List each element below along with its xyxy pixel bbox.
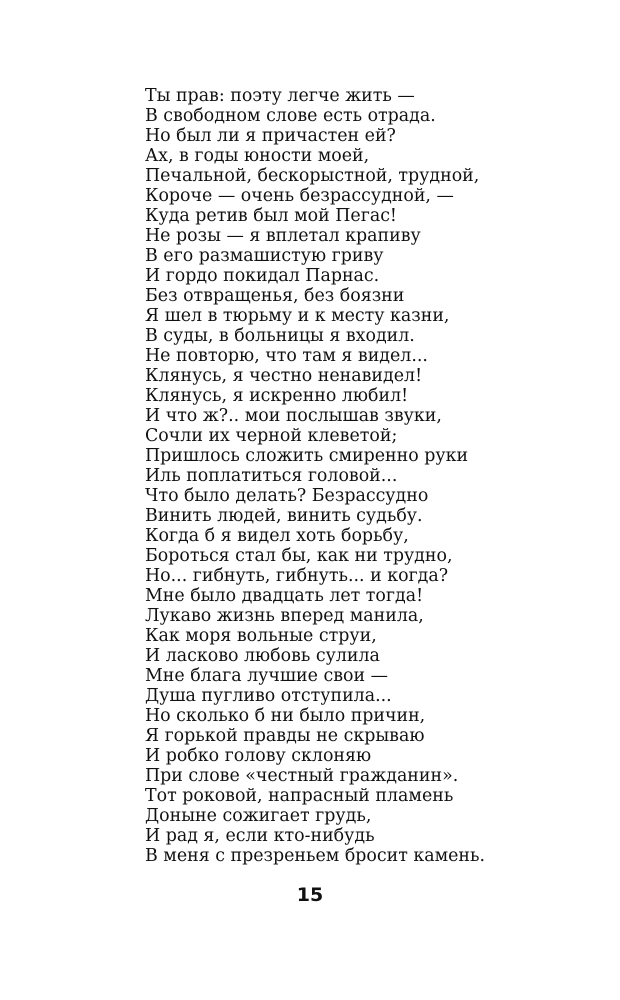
poem-line: Мне блага лучшие свои — — [145, 666, 388, 686]
poem-line: Бороться стал бы, как ни трудно, — [145, 546, 453, 566]
poem-line: И что ж?.. мои послышав звуки, — [145, 406, 442, 426]
poem-line: Печальной, бескорыстной, трудной, — [145, 166, 480, 186]
poem-line: В суды, в больницы я входил. — [145, 326, 415, 346]
poem-line: Но... гибнуть, гибнуть... и когда? — [145, 566, 449, 586]
page-number: 15 — [296, 884, 324, 906]
poem-line: При слове «честный гражданин». — [145, 766, 459, 786]
poem-line: Лукаво жизнь вперед манила, — [145, 606, 424, 626]
poem-line: Сочли их черной клеветой; — [145, 426, 398, 446]
poem-line: И ласково любовь сулила — [145, 646, 380, 666]
poem-line: И рад я, если кто-нибудь — [145, 826, 375, 846]
poem-line: Пришлось сложить смиренно руки — [145, 446, 469, 466]
poem-line: Доныне сожигает грудь, — [145, 806, 372, 826]
poem-line: Как моря вольные струи, — [145, 626, 377, 646]
poem-line: В свободном слове есть отрада. — [145, 106, 436, 126]
poem-line: Но сколько б ни было причин, — [145, 706, 426, 726]
poem-line: В его размашистую гриву — [145, 246, 384, 266]
poem-line: Что было делать? Безрассудно — [145, 486, 429, 506]
poem-line: Тот роковой, напрасный пламень — [145, 786, 454, 806]
poem-line: Клянусь, я честно ненавидел! — [145, 366, 423, 386]
poem-line: Мне было двадцать лет тогда! — [145, 586, 424, 606]
poem-line: Когда б я видел хоть борьбу, — [145, 526, 409, 546]
poem-line: Не розы — я вплетал крапиву — [145, 226, 421, 246]
poem-line: Клянусь, я искренно любил! — [145, 386, 409, 406]
poem-line: Душа пугливо отступила... — [145, 686, 392, 706]
poem-line: Ты прав: поэту легче жить — — [145, 86, 415, 106]
poem-line: Не повторю, что там я видел... — [145, 346, 428, 366]
poem-line: Куда ретив был мой Пегас! — [145, 206, 397, 226]
poem-line: Но был ли я причастен ей? — [145, 126, 396, 146]
poem-line: Иль поплатиться головой... — [145, 466, 398, 486]
poem-line: Ах, в годы юности моей, — [145, 146, 370, 166]
poem-text — [145, 86, 505, 866]
poem-line: Я шел в тюрьму и к месту казни, — [145, 306, 450, 326]
poem-line: Короче — очень безрассудной, — — [145, 186, 454, 206]
poem-line: Без отвращенья, без боязни — [145, 286, 405, 306]
poem-line: Я горькой правды не скрываю — [145, 726, 425, 746]
poem-line: Винить людей, винить судьбу. — [145, 506, 423, 526]
poem-line: И робко голову склоняю — [145, 746, 372, 766]
poem-line: В меня с презреньем бросит камень. — [145, 846, 486, 866]
poem-line: И гордо покидал Парнас. — [145, 266, 380, 286]
